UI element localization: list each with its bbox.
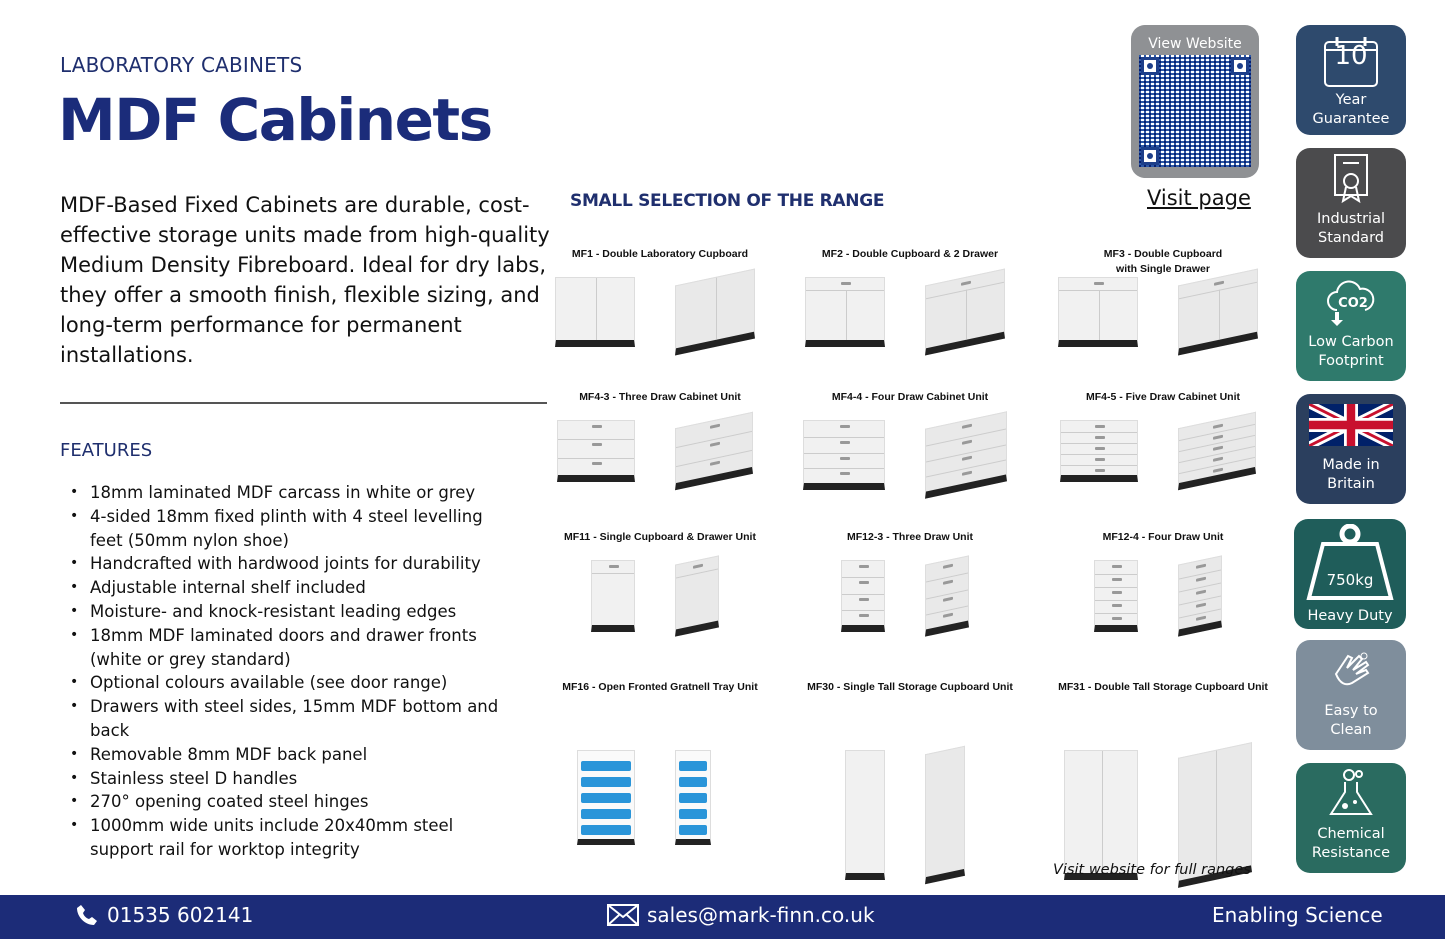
weight-icon (1294, 519, 1406, 607)
cabinet-front-image (845, 750, 885, 880)
divider (60, 402, 547, 404)
badge-text-line2: Britain (1327, 476, 1375, 492)
drawer-edge (842, 610, 884, 611)
handle-icon (1112, 617, 1122, 620)
handle-icon (1112, 591, 1122, 594)
certificate-icon (1296, 148, 1406, 210)
handle-icon (943, 596, 953, 601)
tray (679, 809, 707, 819)
feature-item: • Adjustable internal shelf included (70, 576, 520, 600)
tray (581, 777, 631, 787)
badge-made-in-britain (1296, 394, 1406, 504)
handle-icon (859, 581, 869, 584)
door-split (1216, 751, 1217, 873)
handle-icon (961, 281, 971, 286)
product-label: MF16 - Open Fronted Gratnell Tray Unit (562, 681, 758, 693)
product-label: MF31 - Double Tall Storage Cupboard Unit (1058, 681, 1268, 693)
cabinet-front-image (555, 277, 635, 347)
product-label: MF4-3 - Three Draw Cabinet Unit (579, 391, 741, 403)
badge-text-line2: Clean (1330, 722, 1372, 738)
handle-icon (592, 425, 602, 428)
handle-icon (962, 424, 972, 429)
cabinet-front-image (803, 420, 885, 490)
badge-chemical-resistance (1296, 763, 1406, 873)
handle-icon (592, 443, 602, 446)
handle-icon (1213, 424, 1223, 429)
feature-item: • 18mm laminated MDF carcass in white or grey (70, 481, 520, 505)
drawer-edge (806, 290, 884, 291)
drawer-edge (1061, 432, 1137, 433)
door-split (966, 290, 967, 340)
handle-icon (1095, 436, 1105, 439)
co2-icon (1296, 271, 1406, 333)
tray (581, 809, 631, 819)
product-label: MF3 - Double Cupboard with Single Drawer (1103, 248, 1223, 275)
qr-code-card[interactable] (1131, 25, 1259, 178)
feature-item: • Handcrafted with hardwood joints for durability (70, 552, 520, 576)
feature-item: • Optional colours available (see door range) (70, 671, 520, 695)
cabinet-angled-image (1178, 412, 1256, 491)
badge-text-line2: Footprint (1318, 353, 1384, 369)
badge-text-line1: Chemical (1317, 826, 1385, 842)
handle-icon (1196, 590, 1206, 595)
tray (679, 777, 707, 787)
badge-text-line1: Easy to (1324, 703, 1378, 719)
handle-icon (1213, 435, 1223, 440)
drawer-edge (1059, 290, 1137, 291)
drawer-edge (804, 453, 884, 454)
handle-icon (962, 471, 972, 476)
footer-phone[interactable] (75, 903, 253, 927)
badge-year-guarantee (1296, 25, 1406, 135)
handle-icon (841, 282, 851, 285)
page-title: MDF Cabinets (58, 86, 492, 154)
drawer-edge (592, 573, 634, 574)
handle-icon (710, 460, 720, 465)
handle-icon (1095, 469, 1105, 472)
features-list (70, 481, 520, 862)
tray (581, 793, 631, 803)
cabinet-angled-image (675, 412, 753, 491)
product-label: MF12-4 - Four Draw Unit (1102, 531, 1224, 543)
badge-heavy-duty (1294, 519, 1406, 629)
drawer-edge (804, 437, 884, 438)
cabinet-angled-image (675, 268, 755, 355)
drawer-edge (558, 458, 634, 459)
product-label: MF30 - Single Tall Storage Cupboard Unit (807, 681, 1013, 693)
handle-icon (1095, 425, 1105, 428)
cabinet-angled-image (675, 555, 719, 636)
door-split (596, 278, 597, 340)
badge-text-line1: Made in (1322, 457, 1380, 473)
handle-icon (1196, 564, 1206, 569)
drawer-edge (1095, 574, 1137, 575)
product-label: MF4-4 - Four Draw Cabinet Unit (831, 391, 989, 403)
handle-icon (710, 424, 720, 429)
badge-text-line1: Heavy Duty (1307, 608, 1393, 624)
tray (581, 761, 631, 771)
drawer-edge (1061, 443, 1137, 444)
badge-text-line2: Standard (1318, 230, 1384, 246)
calendar-icon (1296, 25, 1406, 91)
feature-item: • 270° opening coated steel hinges (70, 790, 520, 814)
handle-icon (859, 565, 869, 568)
product-label: MF2 - Double Cupboard & 2 Drawer (821, 248, 999, 260)
visit-page-link[interactable]: Visit page (1147, 186, 1251, 210)
door-split (846, 290, 847, 340)
drawer-edge (1095, 587, 1137, 588)
handle-icon (840, 457, 850, 460)
handle-icon (1213, 468, 1223, 473)
cabinet-front-image (1064, 750, 1138, 880)
badge-number: 10 (1334, 41, 1368, 71)
badge-text-line1: Low Carbon (1308, 334, 1394, 350)
feature-item: • Removable 8mm MDF back panel (70, 743, 520, 767)
handle-icon (840, 441, 850, 444)
tray (679, 825, 707, 835)
handle-icon (1213, 457, 1223, 462)
door-split (716, 278, 717, 340)
badge-weight: 750kg (1326, 571, 1374, 589)
tray (679, 793, 707, 803)
handle-icon (1213, 446, 1223, 451)
handle-icon (1094, 282, 1104, 285)
footer-bar (0, 895, 1445, 939)
cabinet-front-image (1060, 420, 1138, 482)
drawer-edge (804, 468, 884, 469)
handle-icon (859, 598, 869, 601)
badge-industrial-standard (1296, 148, 1406, 258)
handle-icon (592, 462, 602, 465)
handle-icon (943, 612, 953, 617)
handle-icon (943, 580, 953, 585)
feature-item: • 4-sided 18mm fixed plinth with 4 steel levelling feet (50mm nylon shoe) (70, 505, 520, 553)
cabinet-angled-image (925, 411, 1007, 498)
cabinet-front-image (1094, 560, 1138, 632)
cabinet-angled-image (1178, 268, 1258, 355)
handle-icon (710, 442, 720, 447)
envelope-icon (607, 903, 639, 927)
badge-text-line1: Year (1335, 92, 1367, 108)
feature-item: • Drawers with steel sides, 15mm MDF bottom and back (70, 695, 520, 743)
handle-icon (1196, 616, 1206, 621)
handle-icon (962, 455, 972, 460)
cabinet-angled-image (925, 746, 965, 885)
union-jack-icon (1296, 394, 1406, 456)
badge-text-line2: Guarantee (1312, 111, 1390, 127)
tray (679, 761, 707, 771)
handle-icon (859, 614, 869, 617)
door-split (1099, 290, 1100, 340)
drawer-edge (1095, 613, 1137, 614)
drawer-edge (1061, 465, 1137, 466)
handle-icon (1095, 447, 1105, 450)
chemical-flask-icon (1296, 763, 1406, 825)
handle-icon (840, 472, 850, 475)
handle-icon (1196, 577, 1206, 582)
tray (581, 825, 631, 835)
product-label: MF4-5 - Five Draw Cabinet Unit (1085, 391, 1241, 403)
cabinet-front-image (841, 560, 885, 632)
badge-text-line2: Resistance (1311, 845, 1391, 861)
product-label: MF11 - Single Cupboard & Drawer Unit (564, 531, 756, 543)
tagline: Enabling Science (1212, 903, 1383, 927)
badge-easy-to-clean (1296, 640, 1406, 750)
feature-item: • 18mm MDF laminated doors and drawer fronts (white or grey standard) (70, 624, 520, 672)
badge-low-carbon-footprint (1296, 271, 1406, 381)
qr-label: View Website (1148, 36, 1242, 52)
badge-text-line1: Industrial (1316, 211, 1385, 227)
handle-icon (1112, 565, 1122, 568)
tray-unit-angled-image (577, 750, 635, 845)
drawer-edge (558, 439, 634, 440)
handle-icon (943, 564, 953, 569)
feature-item: • Stainless steel D handles (70, 767, 520, 791)
handle-icon (609, 565, 619, 568)
cabinet-front-image (1058, 277, 1138, 347)
footer-email[interactable] (607, 903, 875, 927)
handle-icon (840, 425, 850, 428)
handle-icon (962, 439, 972, 444)
handle-icon (1112, 604, 1122, 607)
range-heading: SMALL SELECTION OF THE RANGE (570, 191, 885, 211)
phone-icon (75, 903, 99, 927)
cabinet-angled-image (925, 268, 1005, 355)
handle-icon (1112, 578, 1122, 581)
email-address: sales@mark-finn.co.uk (647, 903, 875, 927)
cabinet-front-image (805, 277, 885, 347)
handle-icon (1196, 603, 1206, 608)
drawer-edge (1095, 600, 1137, 601)
drawer-edge (842, 577, 884, 578)
tray-unit-front-image (675, 750, 711, 845)
cabinet-angled-image (925, 555, 969, 636)
cleaning-hand-icon (1296, 640, 1406, 702)
drawer-edge (676, 569, 718, 579)
badge-co2-text: CO2 (1338, 296, 1368, 311)
handle-icon (693, 564, 703, 569)
handle-icon (1214, 281, 1224, 286)
door-split (1219, 290, 1220, 340)
feature-item: • 1000mm wide units include 20x40mm steel support rail for worktop integrity (70, 814, 520, 862)
drawer-edge (1061, 454, 1137, 455)
intro-paragraph: MDF-Based Fixed Cabinets are durable, cost-effective storage units made from high-quality Medium Density Fibreboard. Ideal for dry labs, they offer a smooth finish, flexible sizing, and long-term performance for permanent installations. (60, 193, 550, 367)
product-label: MF12-3 - Three Draw Unit (846, 531, 974, 543)
door-split (1102, 751, 1103, 873)
footer-tagline (1212, 903, 1383, 927)
phone-number: 01535 602141 (107, 903, 254, 927)
features-heading: FEATURES (60, 440, 153, 461)
cabinet-angled-image (1178, 555, 1222, 636)
cabinet-front-image (591, 560, 635, 632)
drawer-edge (926, 460, 1006, 478)
cabinet-front-image (557, 420, 635, 482)
feature-item: • Moisture- and knock-resistant leading edges (70, 600, 520, 624)
full-range-note: Visit website for full ranges (1053, 862, 1251, 878)
qr-code[interactable] (1139, 55, 1251, 167)
drawer-edge (842, 594, 884, 595)
handle-icon (1095, 458, 1105, 461)
product-label: MF1 - Double Laboratory Cupboard (571, 248, 749, 260)
section-kicker: LABORATORY CABINETS (60, 53, 303, 77)
